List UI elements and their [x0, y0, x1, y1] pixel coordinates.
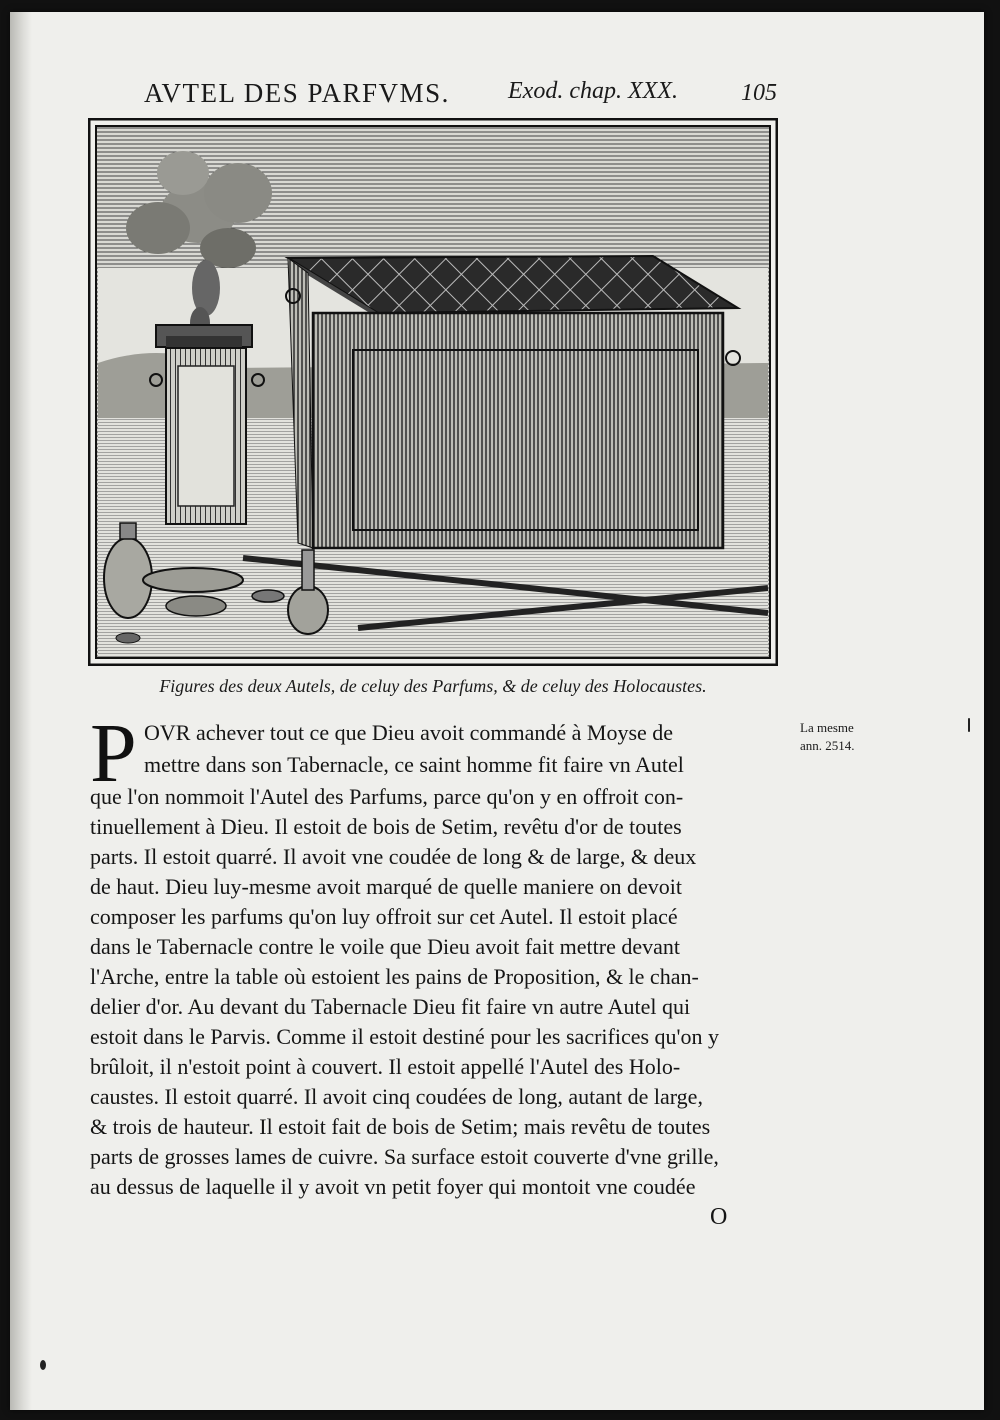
text-line: que l'on nommoit l'Autel des Parfums, parce qu'on y en offroit con- — [90, 784, 684, 809]
text-line: estoit dans le Parvis. Comme il estoit destiné pour les sacrifices qu'on y — [90, 1024, 720, 1049]
text-line: de haut. Dieu luy-mesme avoit marqué de quelle maniere on devoit — [90, 874, 682, 899]
text-line: & trois de hauteur. Il estoit fait de bois de Setim; mais revêtu de toutes — [90, 1114, 711, 1139]
running-head — [138, 72, 788, 116]
page-number: 105 — [741, 80, 777, 106]
text-line: parts de grosses lames de cuivre. Sa surface estoit couverte d'vne grille, — [90, 1144, 719, 1169]
figure-caption: Figures des deux Autels, de celuy des Parfums, & de celuy des Holocaustes. — [159, 676, 707, 696]
text-line: caustes. Il estoit quarré. Il avoit cinq coudées de long, autant de large, — [90, 1084, 703, 1109]
ink-speck — [968, 718, 970, 732]
running-head-reference: Exod. chap. XXX. — [508, 78, 678, 104]
text-line: l'Arche, entre la table où estoient les pains de Proposition, & le chan- — [90, 964, 699, 989]
text-line: mettre dans son Tabernacle, ce saint homme fit faire vn Autel — [144, 752, 684, 777]
text-line: tinuellement à Dieu. Il estoit de bois de Setim, revêtu d'or de toutes — [90, 814, 682, 839]
book-page — [10, 12, 984, 1410]
page-binding-shadow — [10, 12, 32, 1410]
engraving-plate — [88, 118, 778, 666]
ink-speck — [40, 1360, 46, 1370]
incense-altar — [150, 325, 264, 524]
text-line: parts. Il estoit quarré. Il avoit vne coudée de long & de large, & deux — [90, 844, 697, 869]
margin-note-line-1: La mesme — [800, 720, 854, 735]
text-line: composer les parfums qu'on luy offroit sur cet Autel. Il estoit placé — [90, 904, 678, 929]
text-line: au dessus de laquelle il y avoit vn petit foyer qui montoit vne coudée — [90, 1174, 696, 1199]
text-line: OVR achever tout ce que Dieu avoit commandé à Moyse de — [144, 720, 674, 745]
holocaust-altar — [286, 256, 740, 548]
text-line: dans le Tabernacle contre le voile que Dieu avoit fait mettre devant — [90, 934, 680, 959]
drop-cap: P — [90, 707, 137, 800]
text-line: brûloit, il n'estoit point à couvert. Il estoit appellé l'Autel des Holo- — [90, 1054, 681, 1079]
margin-note-line-2: ann. 2514. — [800, 738, 855, 753]
running-head-title: AVTEL DES PARFVMS. — [144, 78, 450, 108]
text-line: delier d'or. Au devant du Tabernacle Dieu fit faire vn autre Autel qui — [90, 994, 691, 1019]
signature-mark: O — [710, 1204, 728, 1230]
